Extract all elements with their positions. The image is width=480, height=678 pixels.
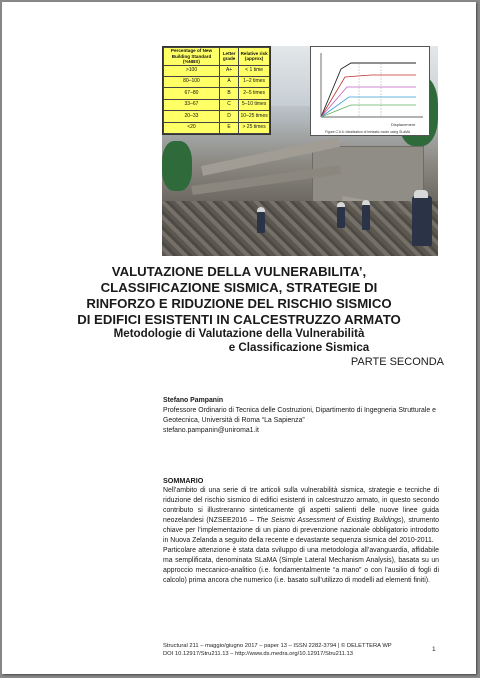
footer-doi[interactable]: DOI 10.12917/Stru211.13 – http://www.ds.medra.org/10.12917/Stru211.13: [163, 651, 353, 657]
summary-heading: SOMMARIO: [163, 476, 204, 485]
summary-emphasis: The Seismic Assessment of Existing Buildings: [256, 517, 402, 524]
photo-rescuer: [412, 196, 432, 246]
table-header: Letter grade: [219, 48, 238, 66]
photo-helmet: [362, 200, 370, 205]
photo-helmet: [414, 190, 428, 198]
author-name: Stefano Pampanin: [163, 397, 224, 404]
photo-helmet: [257, 207, 265, 212]
table-cell: A+: [219, 65, 238, 76]
table-header: Percentage of New Building Standard (%NBS): [164, 48, 220, 66]
paper-subtitle: Metodologie di Valutazione della Vulnerabilità: [113, 327, 365, 340]
title-line: RINFORZO E RIDUZIONE DEL RISCHIO SISMICO: [86, 296, 392, 311]
table-row: [164, 88, 270, 99]
table-cell: E: [219, 122, 238, 133]
table-cell: >100: [164, 65, 220, 76]
title-line: DI EDIFICI ESISTENTI IN CALCESTRUZZO ARMATO: [77, 312, 401, 327]
table-cell: D: [219, 111, 238, 122]
part-label: PARTE SECONDA: [350, 356, 444, 368]
table-cell: 5–10 times: [239, 99, 270, 110]
footer-journal: Structural 211 – maggio/giugno 2017 – paper 13 – ISSN 2282-3794 | © DELETTERA WP: [163, 643, 392, 649]
table-cell: 67–80: [164, 88, 220, 99]
title-line: CLASSIFICAZIONE SISMICA, STRATEGIE DI: [100, 280, 378, 295]
paper-page: [2, 2, 476, 674]
photo-tree: [162, 141, 192, 191]
slama-inset-plot: [310, 46, 430, 136]
photo-helmet: [337, 202, 345, 207]
photo-rescuer: [362, 204, 370, 230]
photo-rescuer: [257, 211, 265, 233]
paper-subtitle: e Classificazione Sismica: [228, 341, 370, 354]
table-row: [164, 111, 270, 122]
table-row: [164, 76, 270, 87]
table-cell: 33–67: [164, 99, 220, 110]
summary-paragraph: Particolare attenzione è stata data sviluppo di una metodologia all’avanguardia, affidabile ma semplificata, denominata SLaMA (Simple Lateral Mechanism Analysis), basata su un approccio meccanico-analitico (i.e. fondamentalmente “a mano” o con l’ausilio di fogli di calcolo) prima ancora che numerico (i.e. basato sull’utilizzo di modelli ad elementi finiti).: [163, 547, 439, 584]
summary-text: Nell’ambito di una serie di tre articoli sulla vulnerabilità sismica, strategie e tecniche di riduzione del rischio sismico di edifici esistenti in calcestruzzo armato, in questo secondo contributo si illustreranno sinteticamente gli aspetti salienti delle nuove linee guida neozelandesi (NZSEE2016 –: [163, 487, 439, 524]
table-cell: B: [219, 88, 238, 99]
citation-footer: [163, 642, 439, 658]
table-cell: <20: [164, 122, 220, 133]
title-line: VALUTAZIONE DELLA VULNERABILITA’,: [111, 264, 367, 279]
table-cell: 2–5 times: [239, 88, 270, 99]
paper-title: [2, 264, 476, 328]
summary-paragraph: [163, 486, 439, 546]
table-cell: 10–25 times: [239, 111, 270, 122]
table-cell: 20–33: [164, 111, 220, 122]
author-email[interactable]: stefano.pampanin@uniroma1.it: [163, 427, 259, 434]
photo-rubble: [162, 201, 438, 256]
cover-photo: [162, 46, 438, 256]
table-cell: 1–2 times: [239, 76, 270, 87]
table-row: [164, 65, 270, 76]
table-row: [164, 122, 270, 133]
summary-text: ), strumento chiave per l’implementazione di un piano di prevenzione nazionale obbligatorio introdotto in Nuova Zelanda a seguito della recente e devastante sequenza sismica del 2010-2011.: [163, 517, 439, 544]
pushover-curve-graphic: [311, 47, 429, 135]
table-cell: > 25 times: [239, 122, 270, 133]
table-cell: < 1 time: [239, 65, 270, 76]
summary-section: [163, 476, 439, 586]
risk-grade-table: [162, 46, 271, 135]
inset-caption: Figure C.6.6: Idealisation of inelastic mode using SLaMA: [325, 130, 411, 134]
author-block: [163, 396, 439, 436]
table-row: [164, 99, 270, 110]
author-affiliation: Professore Ordinario di Tecnica delle Costruzioni, Dipartimento di Ingegneria Strutturale e Geotecnica, Università di Roma “La Sapienza”: [163, 407, 436, 424]
inset-x-label: Displacement: [391, 122, 416, 127]
page-number: 1: [432, 646, 436, 653]
table-cell: 80–100: [164, 76, 220, 87]
table-cell: A: [219, 76, 238, 87]
photo-rescuer: [337, 206, 345, 228]
table-header: Relative risk (approx): [239, 48, 270, 66]
table-cell: C: [219, 99, 238, 110]
photo-building: [312, 146, 424, 208]
